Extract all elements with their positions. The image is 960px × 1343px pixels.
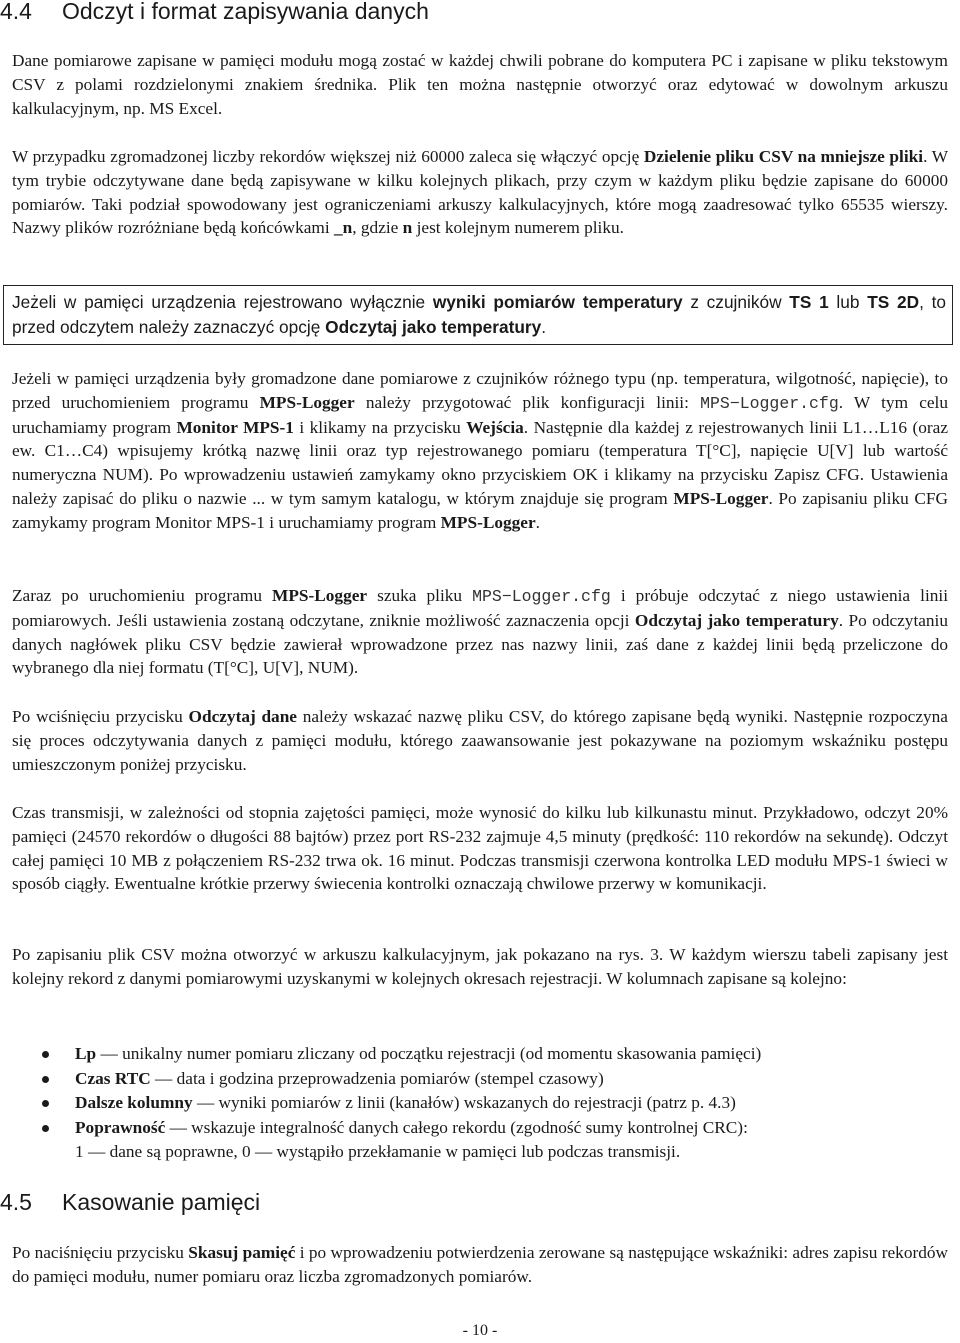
paragraph-transmission-time: Czas transmisji, w zależności od stopnia zajętości pamięci, może wynosić do kilku lub kilkunastu minut. Przykładowo, odczyt 20% pamięci (24570 rekordów o długości 88 bajtów) przez port RS-232 zajmuje 4,5 minuty (prędkość: 110 rekordów na sekundę). Odczyt całej pamięci 10 MB z połączeniem RS-232 trwa ok. 16 minut. Podczas transmisji czerwona kontrolka LED modułu MPS-1 świeci w sposób ciągły. Ewentualne krótkie przerwy świecenia kontrolki oznaczają chwilowe przerwy w komunikacji.: [12, 803, 948, 894]
button-name-erase-memory: Skasuj pamięć: [188, 1243, 296, 1262]
paragraph-read-data: Po wciśnięciu przycisku Odczytaj dane należy wskazać nazwę pliku CSV, do którego zapisane będą wyniki. Następnie rozpoczyna się proces odczytywania danych z pamięci modułu, którego zaawansowanie jest pokazywane na poziomym wskaźniku postępu umieszczonym poniżej przycisku.: [12, 707, 948, 774]
section-title: Kasowanie pamięci: [62, 1189, 261, 1215]
bullet-icon: [42, 1051, 49, 1058]
bullet-icon: [42, 1076, 49, 1083]
temperature-note-box: [3, 285, 953, 345]
section-number: 4.5: [0, 1189, 32, 1215]
section-heading-4-4: [0, 0, 429, 25]
paragraph-config-file: Jeżeli w pamięci urządzenia były gromadzone dane pomiarowe z czujników różnego typu (np. temperatura, wilgotność, napięcie), to przed uruchomieniem programu MPS-Logger należy przygotować plik konfiguracji linii: MPS−Logger.cfg. W tym celu uruchamiamy program Monitor MPS-1 i klikamy na przycisku Wejścia. Następnie dla każdej z rejestrowanych linii L1…L16 (oraz ew. C1…C4) wpisujemy krótką nazwę linii oraz typ rejestrowanego pomiaru (temperatura T[°C], napięcie U[V] lub wartość numeryczna NUM). Po wprowadzeniu ustawień zamykamy okno przyciskiem OK i klikamy na przycisku Zapisz CFG. Ustawienia należy zapisać do pliku o nazwie ... w tym samym katalogu, w którym znajduje się program MPS-Logger. Po zapisaniu pliku CFG zamykamy program Monitor MPS-1 i uruchamiamy program MPS-Logger.: [12, 369, 948, 532]
paragraph-erase-memory: Po naciśnięciu przycisku Skasuj pamięć i po wprowadzeniu potwierdzenia zerowane są następujące wskaźniki: adres zapisu rekordów do pamięci modułu, numer pomiaru oraz liczba zgromadzonych pomiarów.: [12, 1243, 948, 1286]
paragraph-file-splitting: W przypadku zgromadzonej liczby rekordów większej niż 60000 zaleca się włączyć opcję Dzielenie pliku CSV na mniejsze pliki. W tym trybie odczytywane dane będą zapisywane w kilku kolejnych plikach, przy czym w każdym pliku będzie zapisane do 60000 pomiarów. Taki podział spowodowany jest ograniczeniami arkuszy kalkulacyjnych, które mogą zaadresować tylko 65535 wierszy. Nazwy plików rozróżniane będą końcówkami _n, gdzie n jest kolejnym numerem pliku.: [12, 147, 949, 238]
temperature-note: Jeżeli w pamięci urządzenia rejestrowano wyłącznie wyniki pomiarów temperatury z czujników TS 1 lub TS 2D, to przed odczytem należy zaznaczyć opcję Odczytaj jako temperatury.: [12, 292, 947, 337]
section-title: Odczyt i format zapisywania danych: [62, 0, 429, 24]
column-list: [12, 1042, 948, 1165]
config-filename: MPS−Logger.cfg: [700, 393, 839, 413]
list-item: Czas RTC — data i godzina przeprowadzenia pomiarów (stempel czasowy): [12, 1067, 948, 1092]
config-filename: MPS−Logger.cfg: [472, 587, 611, 606]
list-item: Lp — unikalny numer pomiaru zliczany od początku rejestracji (od momentu skasowania pamięci): [12, 1042, 948, 1067]
section-heading-4-5: [0, 1189, 260, 1216]
page-number: - 10 -: [462, 1322, 498, 1339]
list-item: Dalsze kolumny — wyniki pomiarów z linii (kanałów) wskazanych do rejestracji (patrz p. 4.3): [12, 1091, 948, 1116]
list-item: Poprawność — wskazuje integralność danych całego rekordu (zgodność sumy kontrolnej CRC): 1 — dane są poprawne, 0 — wystąpiło przekłamanie w pamięci lub podczas transmisji.: [12, 1116, 948, 1165]
paragraph-program-startup: Zaraz po uruchomieniu programu MPS-Logger szuka pliku MPS−Logger.cfg i próbuje odczytać z niego ustawienia linii pomiarowych. Jeśli ustawienia zostaną odczytane, zniknie możliwość zaznaczenia opcji Odczytaj jako temperatury. Po odczytaniu danych nagłówek pliku CSV będzie zawierał wprowadzone przez nas nazwy linii, zaś dane z każdej linii będą przeliczone do wybranego dla niej formatu (T[°C], U[V], NUM).: [12, 586, 948, 678]
section-number: 4.4: [0, 0, 32, 24]
option-read-as-temperature: Odczytaj jako temperatury: [325, 317, 542, 337]
paragraph-intro: Dane pomiarowe zapisane w pamięci modułu mogą zostać w każdej chwili pobrane do komputera PC i zapisane w pliku tekstowym CSV z polami rozdzielonymi znakiem średnika. Plik ten można następnie otworzyć oraz edytować w dowolnym arkuszu kalkulacyjnym, np. MS Excel.: [12, 51, 948, 118]
button-name-read-data: Odczytaj dane: [188, 707, 297, 726]
bullet-icon: [42, 1125, 49, 1132]
paragraph-csv-columns: Po zapisaniu plik CSV można otworzyć w arkuszu kalkulacyjnym, jak pokazano na rys. 3. W każdym wierszu tabeli zapisany jest kolejny rekord z danymi pomiarowymi uzyskanymi w kolejnych okresach rejestracji. W kolumnach zapisane są kolejno:: [12, 945, 948, 988]
bullet-icon: [42, 1100, 49, 1107]
option-split-csv: Dzielenie pliku CSV na mniejsze pliki: [643, 147, 924, 166]
